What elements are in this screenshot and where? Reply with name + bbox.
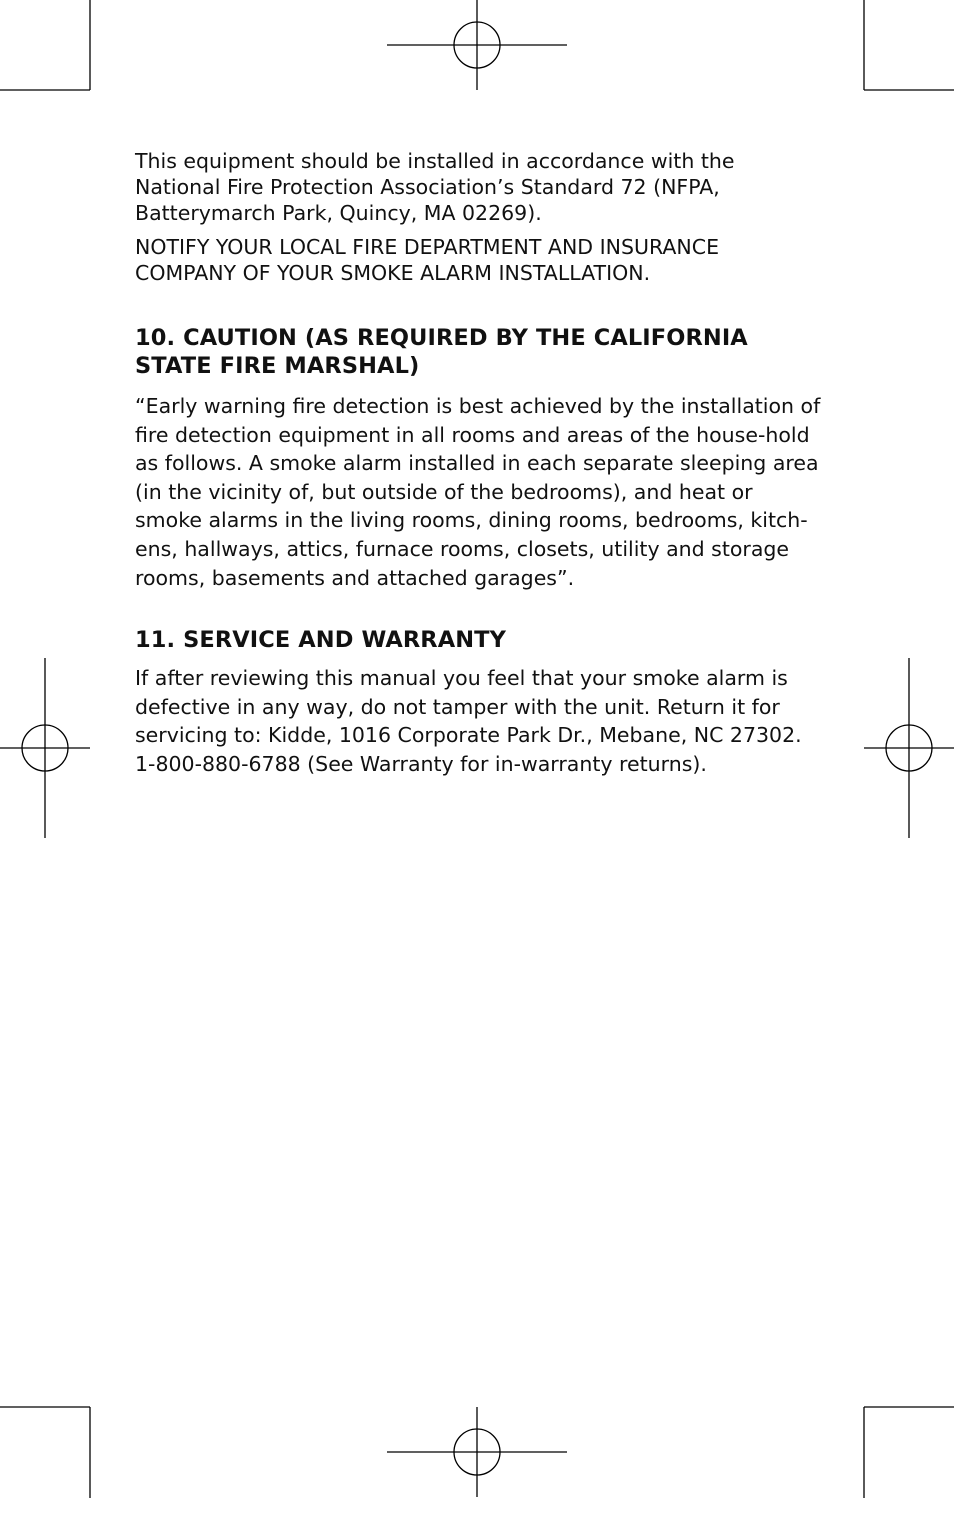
intro-paragraph: This equipment should be installed in accordance with the National Fire Protection Association’s Standard 72 (NFPA, Batterymarch Park, Quincy, MA 02269). <box>135 149 735 225</box>
section-10-body: “Early warning fire detection is best achieved by the installation of fire detection equipment in all rooms and areas of the house-hold as follows. A smoke alarm installed in each separate sleeping area (in the vicinity of, but outside of the bedrooms), and heat or smoke alarms in the living rooms, dining rooms, bedrooms, kitch-ens, hallways, attics, furnace rooms, closets, utility and storage rooms, basements and attached garages”. <box>135 394 821 590</box>
notify-notice: NOTIFY YOUR LOCAL FIRE DEPARTMENT AND INSURANCE COMPANY OF YOUR SMOKE ALARM INSTALLATION. <box>135 235 720 285</box>
crop-mark-top-right <box>864 0 954 90</box>
registration-mark-right <box>864 658 954 838</box>
section-11-heading: 11. SERVICE AND WARRANTY <box>135 627 507 654</box>
crop-mark-bottom-right <box>864 1407 954 1498</box>
registration-mark-top <box>387 0 567 90</box>
section-11-body: If after reviewing this manual you feel that your smoke alarm is defective in any way, do not tamper with the unit. Return it for servicing to: Kidde, 1016 Corporate Park Dr., Mebane, NC 27302. 1-800-880-6788 (See Warranty for in-warranty returns). <box>135 666 802 776</box>
section-10-heading: 10. CAUTION (AS REQUIRED BY THE CALIFORNIA STATE FIRE MARSHAL) <box>135 325 748 379</box>
crop-mark-top-left <box>0 0 90 90</box>
crop-mark-bottom-left <box>0 1407 90 1498</box>
registration-mark-left <box>0 658 90 838</box>
manual-page-content <box>135 148 825 779</box>
registration-mark-bottom <box>387 1407 567 1497</box>
